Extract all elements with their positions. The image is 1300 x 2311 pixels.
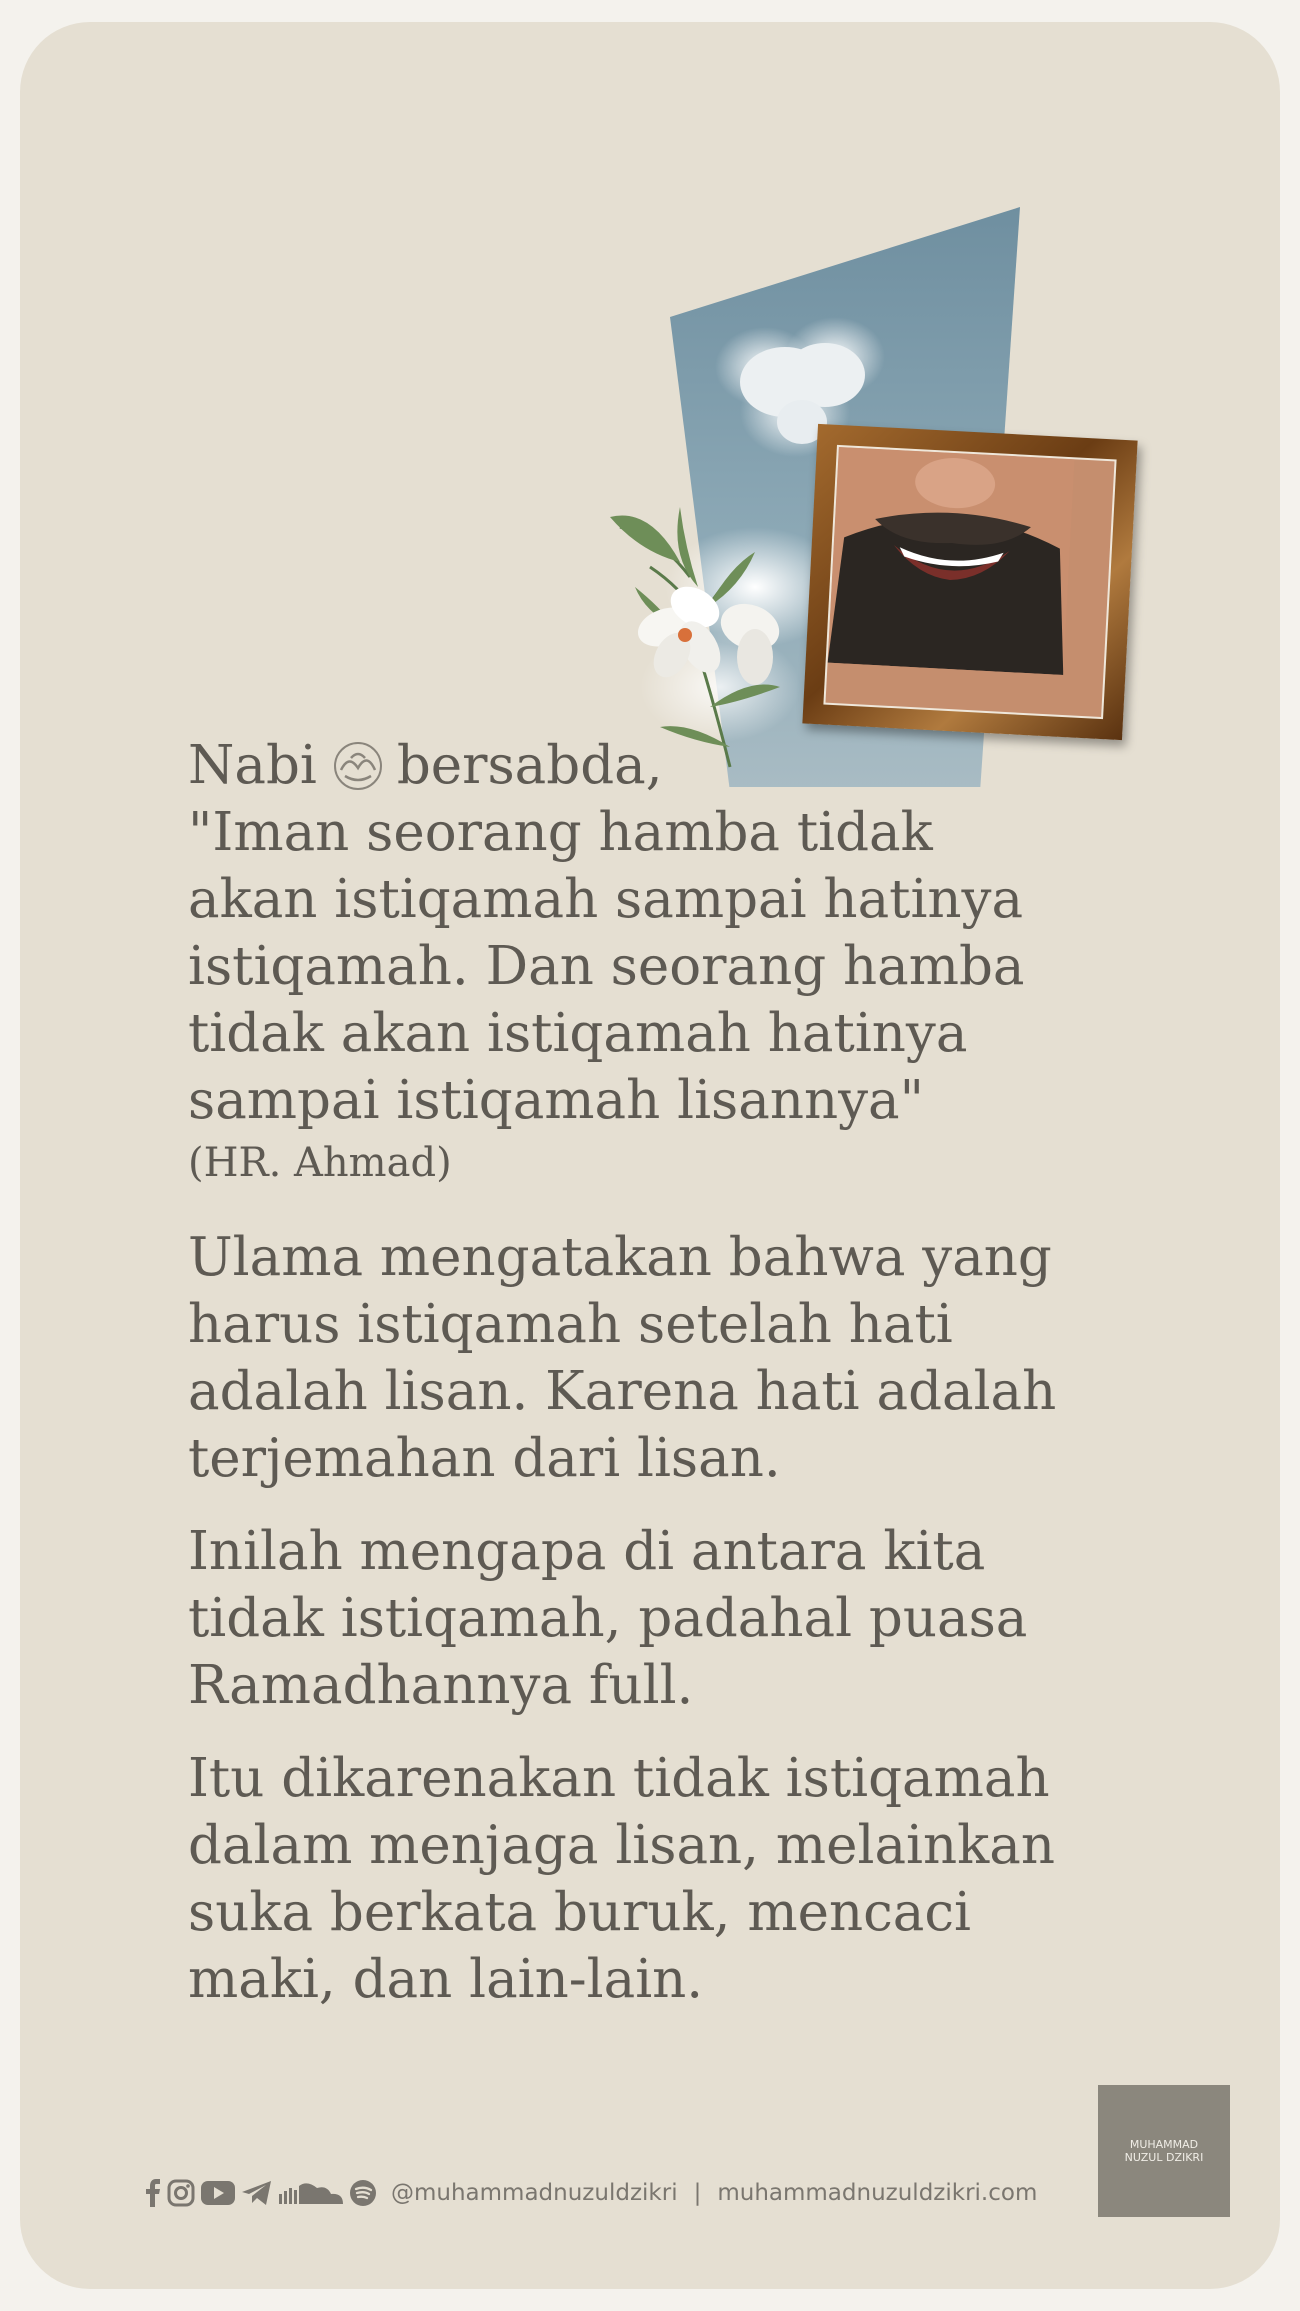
- paragraph-line: maki, dan lain-lain.: [188, 1949, 704, 2010]
- paragraph-line: terjemahan dari lisan.: [188, 1428, 781, 1489]
- content-card: [20, 22, 1280, 2289]
- paragraph-line: suka berkata buruk, mencaci: [188, 1882, 971, 1943]
- facebook-icon[interactable]: [145, 2179, 161, 2207]
- logo-line-1: MUHAMMAD: [1129, 2138, 1199, 2151]
- brand-logo: [1098, 2085, 1230, 2217]
- social-icons: [145, 2179, 377, 2207]
- salawat-calligraphy-icon: [329, 740, 387, 792]
- intro-nabi: Nabi: [188, 735, 317, 796]
- picture-frame: [802, 424, 1137, 740]
- spotify-icon[interactable]: [349, 2179, 377, 2207]
- paragraph-2: [188, 1518, 1108, 1719]
- footer: [145, 2179, 1037, 2207]
- paragraph-line: Inilah mengapa di antara kita: [188, 1521, 986, 1582]
- smiling-face-photo: [825, 447, 1114, 717]
- quote-line: tidak akan istiqamah hatinya: [188, 1003, 968, 1064]
- logo-line-2: NUZUL DZIKRI: [1124, 2151, 1204, 2164]
- instagram-icon[interactable]: [167, 2179, 195, 2207]
- paragraph-line: Itu dikarenakan tidak istiqamah: [188, 1748, 1050, 1809]
- social-handle[interactable]: @muhammadnuzuldzikri: [391, 2180, 678, 2206]
- intro-bersabda: bersabda,: [396, 735, 663, 796]
- telegram-icon[interactable]: [241, 2180, 273, 2206]
- paragraph-line: tidak istiqamah, padahal puasa: [188, 1588, 1028, 1649]
- paragraph-3: [188, 1745, 1108, 2013]
- hadith-intro: [188, 732, 1108, 799]
- paragraph-1: [188, 1224, 1108, 1492]
- footer-separator: |: [693, 2180, 702, 2206]
- quote-line: "Iman seorang hamba tidak: [188, 802, 933, 863]
- paragraph-line: Ulama mengatakan bahwa yang: [188, 1227, 1052, 1288]
- website-link[interactable]: muhammadnuzuldzikri.com: [717, 2180, 1038, 2206]
- quote-line: akan istiqamah sampai hatinya: [188, 869, 1024, 930]
- paragraph-line: Ramadhannya full.: [188, 1655, 694, 1716]
- youtube-icon[interactable]: [201, 2180, 235, 2206]
- hadith-quote: [188, 799, 1108, 1134]
- paragraph-line: harus istiqamah setelah hati: [188, 1294, 953, 1355]
- quote-line: sampai istiqamah lisannya": [188, 1070, 925, 1131]
- main-text: [188, 732, 1108, 2039]
- paragraph-line: dalam menjaga lisan, melainkan: [188, 1815, 1055, 1876]
- quote-line: istiqamah. Dan seorang hamba: [188, 936, 1025, 997]
- hadith-source: (HR. Ahmad): [188, 1140, 452, 1186]
- paragraph-line: adalah lisan. Karena hati adalah: [188, 1361, 1057, 1422]
- decorative-collage: [580, 207, 1140, 787]
- soundcloud-icon[interactable]: [279, 2180, 343, 2206]
